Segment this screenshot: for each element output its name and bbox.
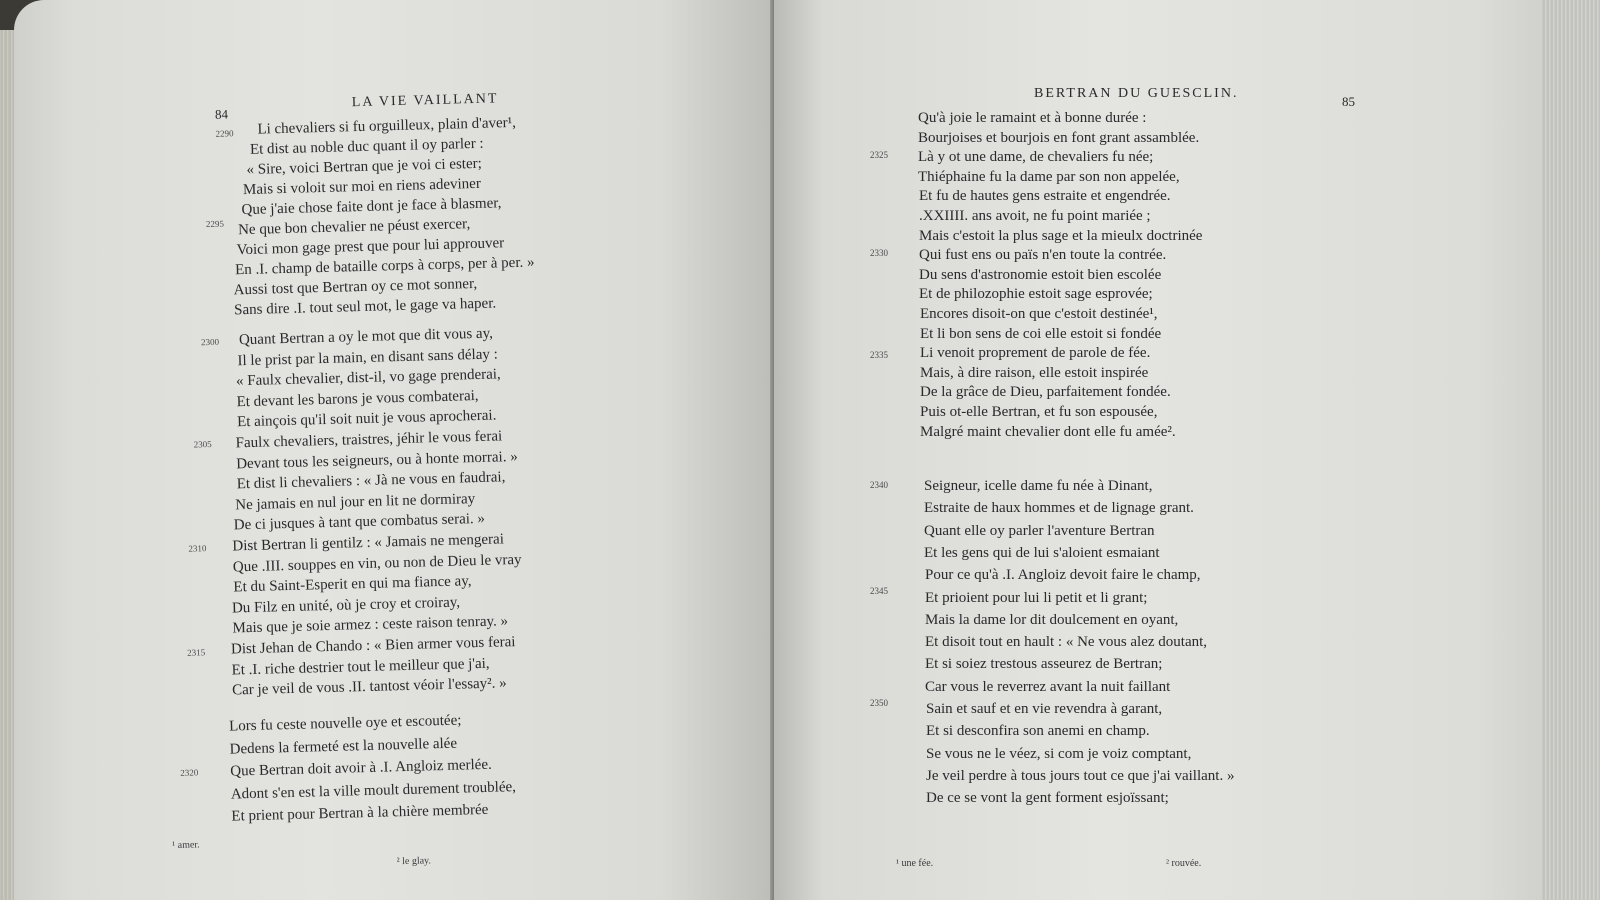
verse-line: Ne jamais en nul jour en lit ne dormiray <box>235 491 476 514</box>
verse-number: 2320 <box>180 767 199 778</box>
verse-line: Adont s'en est la ville moult durement troublée, <box>230 779 517 803</box>
verse-line: Et ainçois qu'il soit nuit je vous aprocherai. <box>236 407 497 431</box>
verse-line: Lors fu ceste nouvelle oye et escoutée; <box>228 712 462 735</box>
verse-line: Thiéphaine fu la dame par son non appelée, <box>918 169 1180 185</box>
verse-line: De la grâce de Dieu, parfaitement fondée. <box>920 384 1171 400</box>
verse-line: Car vous le reverrez avant la nuit faillant <box>925 679 1171 695</box>
verse-number: 2300 <box>200 336 220 348</box>
running-head: BERTRAN DU GUESCLIN. <box>1034 86 1239 101</box>
verse-line: Je veil perdre à tous jours tout ce que j'ai vaillant. » <box>926 768 1235 784</box>
verse-line: Puis ot-elle Bertran, et fu son espousée, <box>920 404 1158 420</box>
verse-line: Sain et sauf et en vie revendra à garant, <box>926 701 1163 717</box>
verse-line: Seigneur, icelle dame fu née à Dinant, <box>924 478 1153 494</box>
verse-number: 2295 <box>205 218 225 230</box>
verse-line: Sans dire .I. tout seul mot, le gage va haper. <box>233 295 497 319</box>
verse-line: Dist Jehan de Chando : « Bien armer vous ferai <box>230 634 516 658</box>
verse-line: Se vous ne le véez, si com je voiz comptant, <box>926 746 1192 762</box>
verse-number: 2350 <box>870 698 888 708</box>
verse-line: De ce se vont la gent forment esjoïssant; <box>926 790 1169 806</box>
verse-line: Quant Bertran a oy le mot que dit vous ay, <box>238 325 494 349</box>
verse-line: Car je veil de vous .II. tantost véoir l'essay². » <box>231 675 507 699</box>
footnote: ¹ amer. <box>172 839 200 852</box>
footnote: ² rouvée. <box>1166 858 1202 869</box>
verse-line: Que j'aie chose faite dont je face à blasmer, <box>241 195 502 219</box>
verse-line: Encores disoit-on que c'estoit destinée¹, <box>920 306 1158 322</box>
verse-line: Li chevaliers si fu orguilleux, plain d'aver¹, <box>257 114 517 138</box>
verse-number: 2325 <box>870 150 888 160</box>
verse-number: 2315 <box>187 647 206 658</box>
verse-line: Faulx chevaliers, traistres, jéhir le vous ferai <box>235 428 503 452</box>
verse-line: Bourjoises et bourjois en font grant assamblée. <box>918 130 1200 146</box>
verse-line: Il le prist par la main, en disant sans délay : <box>237 346 499 370</box>
verse-line: Li venoit proprement de parole de fée. <box>920 345 1151 361</box>
verse-line: De ci jusques à tant que combatus serai. » <box>233 510 486 534</box>
verse-number: 2340 <box>870 480 888 490</box>
verse-line: Dedens la fermeté est la nouvelle alée <box>229 735 458 758</box>
verse-number: 2310 <box>188 543 207 554</box>
verse-line: Mais c'estoit la plus sage et la mieulx doctrinée <box>919 228 1203 244</box>
verse-line: Et .I. riche destrier tout le meilleur que j'ai, <box>231 655 490 679</box>
verse-line: Et disoit tout en hault : « Ne vous alez doutant, <box>925 634 1208 650</box>
verse-line: Et les gens qui de lui s'aloient esmaiant <box>924 545 1160 561</box>
verse-line: Et de philozophie estoit sage esprovée; <box>919 286 1153 302</box>
verse-line: Et prient pour Bertran à la chière membrée <box>231 801 489 825</box>
verse-line: Et si desconfira son anemi en champ. <box>926 723 1150 739</box>
verse-line: En .I. champ de bataille corps à corps, per à per. » <box>234 254 535 279</box>
verse-line: Dist Bertran li gentilz : « Jamais ne mengerai <box>232 531 505 555</box>
verse-line: Qui fust ens ou païs n'en toute la contrée. <box>919 247 1167 263</box>
verse-line: Pour ce qu'à .I. Angloiz devoit faire le champ, <box>925 567 1201 583</box>
verse-line: Et dist au noble duc quant il oy parler : <box>249 135 484 158</box>
verse-number: 2290 <box>215 128 234 139</box>
verse-line: Là y ot une dame, de chevaliers fu née; <box>918 149 1154 165</box>
verse-line: Estraite de haux hommes et de lignage grant. <box>924 500 1194 516</box>
right-page-edges <box>1542 0 1600 900</box>
verse-line: Voici mon gage prest que pour lui approuver <box>236 235 505 259</box>
verse-line: Quant elle oy parler l'aventure Bertran <box>924 523 1155 539</box>
verse-line: « Sire, voici Bertran que je voi ci ester; <box>246 155 483 178</box>
verse-line: Que Bertran doit avoir à .I. Angloiz merlée. <box>230 756 492 780</box>
verse-line: Et devant les barons je vous combaterai, <box>236 387 479 411</box>
verse-line: Et prioient pour lui li petit et li grant; <box>925 590 1148 606</box>
right-page <box>774 0 1600 900</box>
verse-number: 2345 <box>870 586 888 596</box>
verse-line: Mais, à dire raison, elle estoit inspirée <box>920 365 1149 381</box>
verse-number: 2305 <box>193 438 212 450</box>
verse-line: Que .III. souppes en vin, ou non de Dieu le vray <box>232 551 522 576</box>
verse-number: 2335 <box>870 350 888 360</box>
verse-line: « Faulx chevalier, dist-il, vo gage prenderai, <box>235 366 501 390</box>
verse-line: Mais si voloit sur moi en riens adeviner <box>242 175 482 199</box>
verse-line: Et dist li chevaliers : « Jà ne vous en faudrai, <box>236 469 506 493</box>
verse-line: Qu'à joie le ramaint et à bonne durée : <box>918 110 1147 126</box>
verse-line: Mais la dame lor dit doulcement en oyant, <box>925 612 1179 628</box>
verse-line: Mais que je soie armez : ceste raison tenray. » <box>232 613 509 637</box>
verse-line: Ne que bon chevalier ne péust exercer, <box>237 216 471 239</box>
verse-line: Et du Saint-Esperit en qui ma fiance ay, <box>233 573 472 596</box>
verse-line: Du Filz en unité, où je croy et croiray, <box>231 594 461 617</box>
footnote: ¹ une fée. <box>896 858 934 869</box>
verse-line: Devant tous les seigneurs, ou à honte morrai. » <box>236 448 518 473</box>
verse-line: Du sens d'astronomie estoit bien escolée <box>919 267 1162 283</box>
verse-number: 2330 <box>870 248 888 258</box>
running-head: LA VIE VAILLANT <box>351 91 499 111</box>
verse-line: Malgré maint chevalier dont elle fu amée². <box>920 424 1176 440</box>
verse-line: Aussi tost que Bertran oy ce mot sonner, <box>233 275 478 299</box>
page-number: 84 <box>214 106 229 122</box>
left-page-text-block <box>14 0 774 900</box>
verse-line: Et si soiez trestous asseurez de Bertran; <box>925 656 1163 672</box>
footnote: ² le glay. <box>396 855 432 868</box>
verse-line: Et li bon sens de coi elle estoit si fondée <box>920 326 1162 342</box>
verse-line: Et fu de hautes gens estraite et engendrée. <box>919 188 1171 204</box>
verse-line: .XXIIII. ans avoit, ne fu point mariée ; <box>919 208 1151 224</box>
left-page <box>14 0 774 900</box>
page-number: 85 <box>1342 94 1355 109</box>
